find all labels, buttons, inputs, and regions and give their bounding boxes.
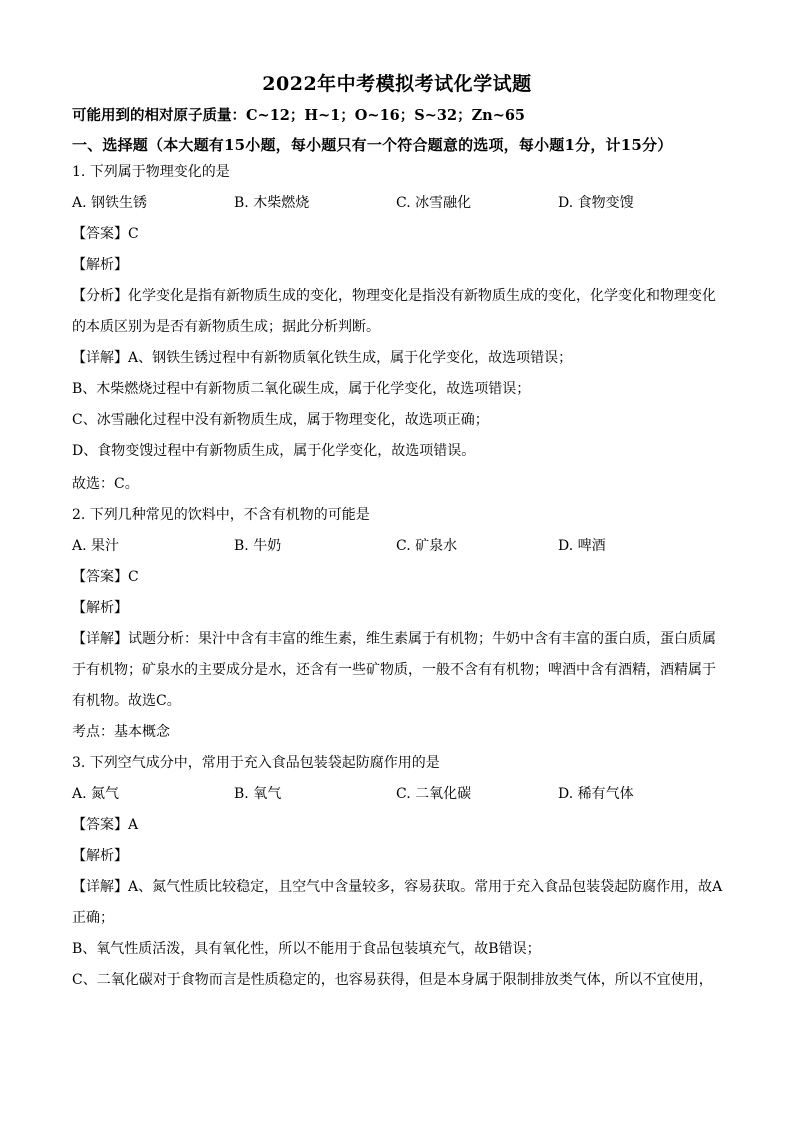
analysis-paragraph bbox=[72, 629, 722, 711]
option-a: A. 果汁 bbox=[72, 538, 120, 554]
option-c: C. 矿泉水 bbox=[396, 538, 458, 554]
conclusion-line: 故选：C。 bbox=[72, 476, 139, 492]
question-stem: 3. 下列空气成分中，常用于充入食品包装袋起防腐作用的是 bbox=[72, 755, 440, 771]
text-row: 【分析】化学变化是指有新物质生成的变化，物理变化是指没有新物质生成的变化，化学变化和物理变化 bbox=[72, 288, 716, 304]
text-row: 的本质区别为是否有新物质生成；据此分析判断。 bbox=[72, 319, 380, 335]
analysis-label: 【解析】 bbox=[72, 848, 128, 864]
section-heading: 一、选择题（本大题有15小题，每小题只有一个符合题意的选项，每小题1分，计15分） bbox=[72, 136, 673, 154]
question-2 bbox=[72, 505, 722, 742]
exam-page bbox=[72, 70, 722, 1001]
analysis-label: 【解析】 bbox=[72, 600, 128, 616]
detail-line: B、木柴燃烧过程中有新物质二氧化碳生成，属于化学变化，故选项错误； bbox=[72, 381, 531, 397]
answer-label: 【答案】C bbox=[72, 569, 139, 585]
option-b: B. 牛奶 bbox=[234, 538, 282, 554]
option-b: B. 氧气 bbox=[234, 786, 282, 802]
option-a: A. 氮气 bbox=[72, 786, 120, 802]
question-3 bbox=[72, 753, 722, 990]
question-stem: 2. 下列几种常见的饮料中，不含有机物的可能是 bbox=[72, 507, 370, 523]
detail-line: B、氧气性质活泼，具有氧化性，所以不能用于食品包装填充气，故B错误； bbox=[72, 941, 541, 957]
page-title: 2022年中考模拟考试化学试题 bbox=[262, 73, 532, 95]
question-1 bbox=[72, 162, 722, 494]
text-row: 【详解】试题分析：果汁中含有丰富的维生素，维生素属于有机物；牛奶中含有丰富的蛋白质，蛋白质属 bbox=[72, 631, 716, 647]
option-c: C. 冰雪融化 bbox=[396, 195, 472, 211]
detail-line: D、食物变馊过程中有新物质生成，属于化学变化，故选项错误。 bbox=[72, 443, 476, 459]
answer-label: 【答案】C bbox=[72, 226, 139, 242]
answer-options bbox=[72, 193, 722, 213]
detail-line: 【详解】A、钢铁生锈过程中有新物质氧化铁生成，属于化学变化，故选项错误； bbox=[72, 350, 573, 366]
answer-options bbox=[72, 784, 722, 804]
analysis-paragraph bbox=[72, 877, 722, 928]
detail-line: C、二氧化碳对于食物而言是性质稳定的，也容易获得，但是本身属于限制排放类气体，所以不宜使用， bbox=[72, 972, 713, 988]
option-c: C. 二氧化碳 bbox=[396, 786, 472, 802]
answer-options bbox=[72, 536, 722, 556]
text-row: 有机物。故选C。 bbox=[72, 693, 181, 709]
analysis-label: 【解析】 bbox=[72, 257, 128, 273]
option-d: D. 啤酒 bbox=[558, 538, 606, 554]
option-b: B. 木柴燃烧 bbox=[234, 195, 310, 211]
option-a: A. 钢铁生锈 bbox=[72, 195, 148, 211]
analysis-paragraph bbox=[72, 286, 722, 337]
atomic-masses: 可能用到的相对原子质量：C~12；H~1；O~16；S~32；Zn~65 bbox=[72, 107, 526, 124]
text-row: 【详解】A、氮气性质比较稳定，且空气中含量较多，容易获取。常用于充入食品包装袋起防腐作用，故A bbox=[72, 879, 723, 895]
answer-label: 【答案】A bbox=[72, 817, 139, 833]
topic-line: 考点：基本概念 bbox=[72, 724, 170, 740]
option-d: D. 稀有气体 bbox=[558, 786, 634, 802]
question-stem: 1. 下列属于物理变化的是 bbox=[72, 164, 230, 180]
detail-line: C、冰雪融化过程中没有新物质生成，属于物理变化，故选项正确； bbox=[72, 412, 489, 428]
text-row: 正确； bbox=[72, 910, 114, 926]
text-row: 于有机物；矿泉水的主要成分是水，还含有一些矿物质，一般不含有有机物；啤酒中含有酒精，酒精属于 bbox=[72, 662, 716, 678]
option-d: D. 食物变馊 bbox=[558, 195, 634, 211]
